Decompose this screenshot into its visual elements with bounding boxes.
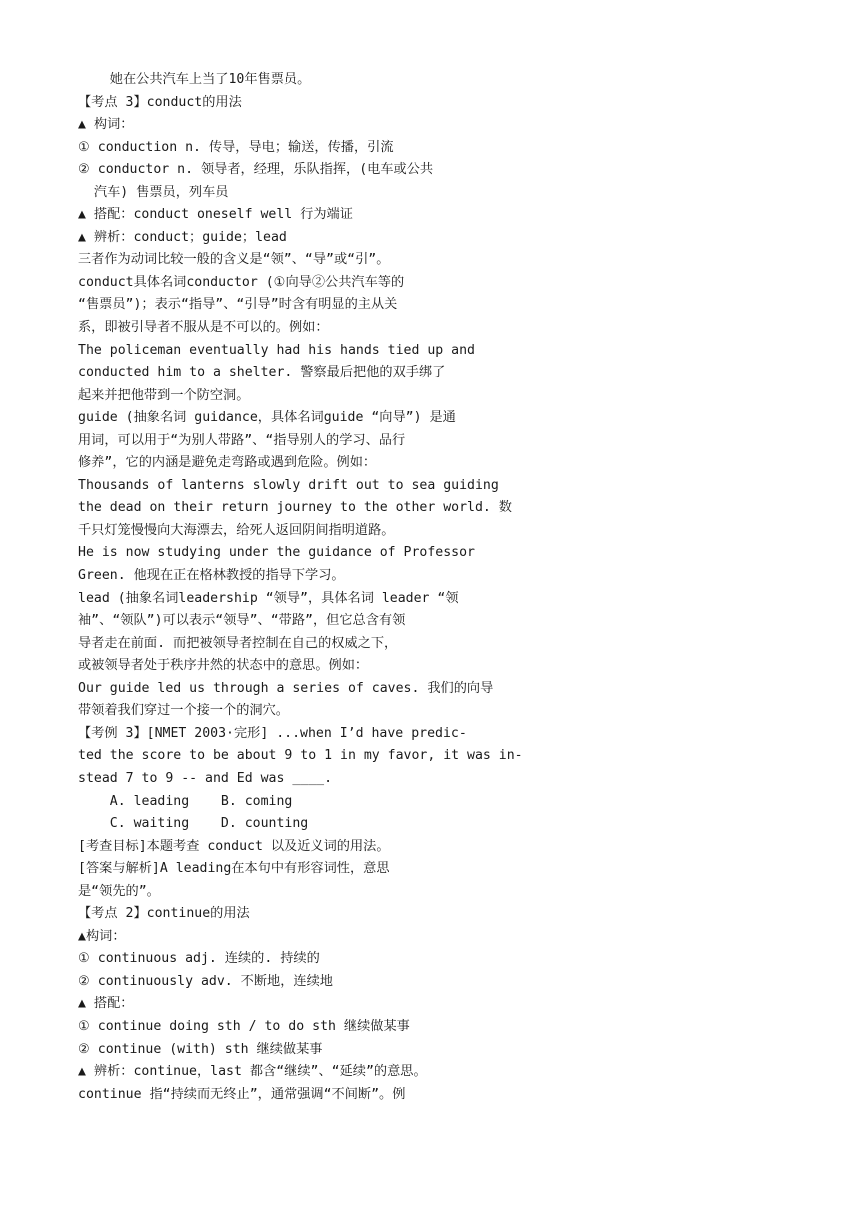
text-line-19: Thousands of lanterns slowly drift out to sea guiding xyxy=(78,477,499,493)
text-line-11: “售票员”)；表示“指导”、“引导”时含有明显的主从关 xyxy=(78,297,398,313)
text-line-35: [考查目标]本题考查 conduct 以及近义词的用法。 xyxy=(78,838,390,854)
text-line-42: ▲ 搭配： xyxy=(78,996,134,1012)
text-line-41: ② continuously adv. 不断地，连续地 xyxy=(78,973,333,989)
text-line-12: 系，即被引导者不服从是不可以的。例如： xyxy=(78,320,329,336)
text-line-24: lead (抽象名词leadership “领导”，具体名词 leader “领 xyxy=(78,590,459,606)
options-line-cd: C. waiting D. counting xyxy=(78,816,309,832)
options-line-ab: A. leading B. coming xyxy=(78,793,293,809)
text-line-37: 是“领先的”。 xyxy=(78,883,160,899)
text-line-44: ② continue (with) sth 继续做某事 xyxy=(78,1041,323,1057)
text-line-4: ① conduction n. 传导，导电；输送，传播，引流 xyxy=(78,139,394,155)
text-line-39: ▲构词： xyxy=(78,928,126,944)
text-line-22: He is now studying under the guidance of Professor xyxy=(78,545,475,561)
text-line-15: 起来并把他带到一个防空洞。 xyxy=(78,387,250,403)
text-line-21: 千只灯笼慢慢向大海漂去，给死人返回阴间指明道路。 xyxy=(78,522,395,538)
text-line-25: 袖”、“领队”)可以表示“领导”、“带路”，但它总含有领 xyxy=(78,613,406,629)
text-line-7: ▲ 搭配：conduct oneself well 行为端证 xyxy=(78,207,353,223)
text-line-26: 导者走在前面. 而把被领导者控制在自己的权威之下， xyxy=(78,635,398,651)
text-line-45: ▲ 辨析：continue，last 都含“继续”、“延续”的意思。 xyxy=(78,1064,427,1080)
text-line-1: 她在公共汽车上当了10年售票员。 xyxy=(78,72,311,87)
document-body xyxy=(78,69,523,1106)
text-line-10: conduct具体名词conductor (①向导②公共汽车等的 xyxy=(78,274,405,290)
text-line-8: ▲ 辨析：conduct；guide；lead xyxy=(78,229,287,245)
text-line-46: continue 指“持续而无终止”，通常强调“不间断”。例 xyxy=(78,1086,406,1102)
text-line-18: 修养”，它的内涵是避免走弯路或遇到危险。例如： xyxy=(78,455,377,471)
text-line-16: guide (抽象名词 guidance，具体名词guide “向导”) 是通 xyxy=(78,410,456,426)
text-line-3: ▲ 构词： xyxy=(78,117,134,133)
text-line-31: ted the score to be about 9 to 1 in my favor, it was in- xyxy=(78,748,523,764)
text-line-6: 汽车) 售票员，列车员 xyxy=(78,184,229,200)
text-line-43: ① continue doing sth / to do sth 继续做某事 xyxy=(78,1018,410,1034)
text-line-28: Our guide led us through a series of caves. 我们的向导 xyxy=(78,680,494,696)
section-heading-continue: 【考点 2】continue的用法 xyxy=(78,906,250,922)
text-line-23: Green. 他现在正在格林教授的指导下学习。 xyxy=(78,568,345,584)
section-heading-conduct: 【考点 3】conduct的用法 xyxy=(78,94,242,110)
text-line-14: conducted him to a shelter. 警察最后把他的双手绑了 xyxy=(78,365,446,381)
text-line-5: ② conductor n. 领导者，经理，乐队指挥，(电车或公共 xyxy=(78,162,434,178)
text-line-17: 用词，可以用于“为别人带路”、“指导别人的学习、品行 xyxy=(78,432,406,448)
example-heading-3: 【考例 3】[NMET 2003·完形] ...when I’d have predic- xyxy=(78,725,467,741)
text-line-36: [答案与解析]A leading在本句中有形容词性，意思 xyxy=(78,861,390,877)
text-line-29: 带领着我们穿过一个接一个的洞穴。 xyxy=(78,703,289,719)
text-line-20: the dead on their return journey to the other world. 数 xyxy=(78,500,512,516)
text-line-27: 或被领导者处于秩序井然的状态中的意思。例如： xyxy=(78,658,369,674)
text-line-40: ① continuous adj. 连续的. 持续的 xyxy=(78,951,320,967)
text-line-9: 三者作为动词比较一般的含义是“领”、“导”或“引”。 xyxy=(78,252,390,268)
text-line-13: The policeman eventually had his hands tied up and xyxy=(78,342,475,358)
text-line-32: stead 7 to 9 -- and Ed was ____. xyxy=(78,770,333,786)
